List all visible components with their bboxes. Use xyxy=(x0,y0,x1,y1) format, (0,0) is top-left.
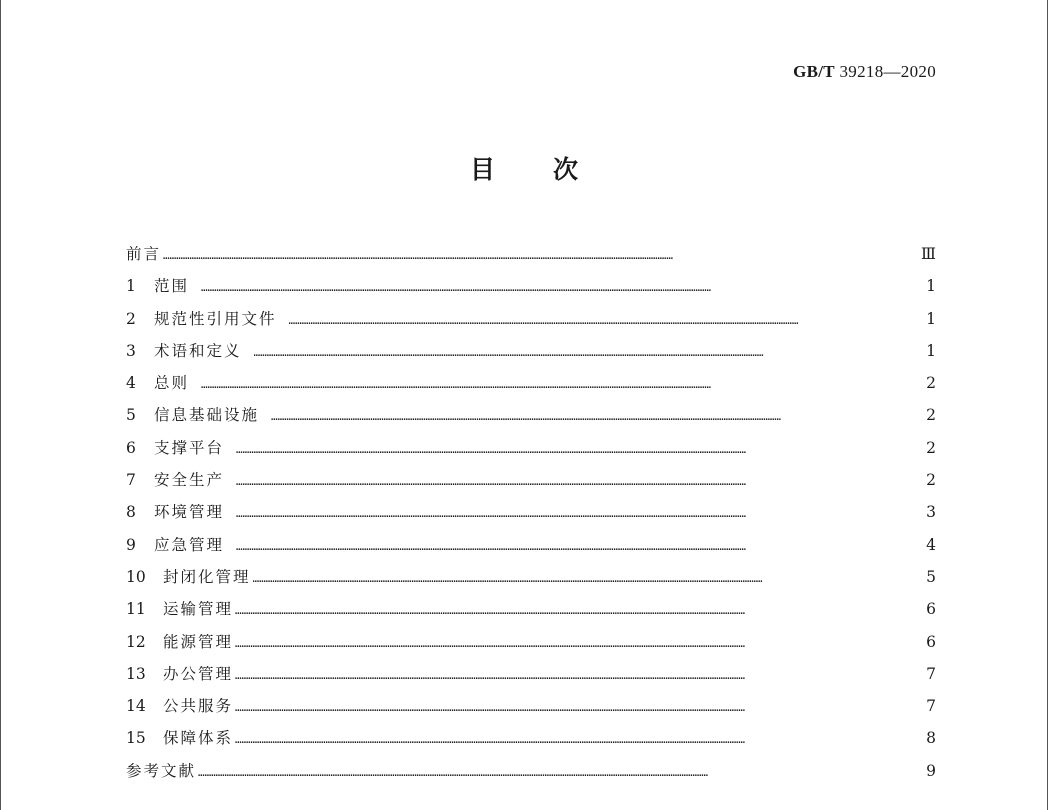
toc-entry-label: 参考文献 xyxy=(126,761,197,780)
toc-entry-label: 环境管理 xyxy=(154,503,225,522)
toc-entry-label: 术语和定义 xyxy=(154,341,242,360)
toc-entry-label: 支撑平台 xyxy=(154,438,225,457)
toc-leader-dots: …………………………………………………………………………………………………………………………………………………………………………………………………………… xyxy=(235,668,745,682)
toc-entry-label: 安全生产 xyxy=(154,471,225,490)
toc-leader-dots: …………………………………………………………………………………………………………………………………………………………………………………………………………… xyxy=(201,281,711,295)
toc-entry-label: 封闭化管理 xyxy=(163,567,251,586)
toc-leader-dots: …………………………………………………………………………………………………………………………………………………………………………………………………………… xyxy=(198,765,708,779)
toc-entry[interactable] xyxy=(126,593,936,625)
toc-entry-number: 10 xyxy=(126,567,146,586)
toc-entry-label: 总则 xyxy=(154,374,190,393)
toc-entry-label: 公共服务 xyxy=(163,697,234,716)
toc-leader-dots: …………………………………………………………………………………………………………………………………………………………………………………………………………… xyxy=(253,345,764,359)
toc-entry-page: 1 xyxy=(926,341,936,360)
toc-entry-page: 3 xyxy=(926,503,936,522)
toc-entry-number: 4 xyxy=(126,374,136,393)
toc-entry-label: 前言 xyxy=(126,245,162,263)
toc-entry[interactable] xyxy=(126,335,936,367)
page-title-char-2: 次 xyxy=(553,155,579,184)
toc-leader-dots: …………………………………………………………………………………………………………………………………………………………………………………………………………… xyxy=(235,604,745,618)
toc-entry[interactable] xyxy=(126,367,936,399)
toc-entry[interactable] xyxy=(126,399,936,431)
toc-entry[interactable] xyxy=(126,496,936,528)
toc-entry[interactable] xyxy=(126,238,936,270)
page-title-char-1: 目 xyxy=(469,155,495,184)
toc-entry[interactable] xyxy=(126,722,936,754)
standard-code xyxy=(793,62,936,82)
standard-code-prefix: GB/T xyxy=(793,62,835,81)
toc-leader-dots: …………………………………………………………………………………………………………………………………………………………………………………………………………… xyxy=(271,410,781,424)
toc-entry-label: 保障体系 xyxy=(163,729,234,748)
toc-entry[interactable] xyxy=(126,529,936,561)
toc-entry[interactable] xyxy=(126,690,936,722)
toc-entry[interactable] xyxy=(126,658,936,690)
toc-entry-label: 办公管理 xyxy=(163,664,234,683)
toc-entry-number: 6 xyxy=(126,438,136,457)
toc-entry-page: 6 xyxy=(926,632,936,651)
toc-entry-page: 2 xyxy=(926,374,936,393)
toc-entry-number: 14 xyxy=(126,697,146,716)
toc-entry-label: 范围 xyxy=(154,277,190,296)
toc-entry[interactable] xyxy=(126,626,936,658)
toc-leader-dots: …………………………………………………………………………………………………………………………………………………………………………………………………………… xyxy=(201,378,711,392)
toc-entry[interactable] xyxy=(126,303,936,335)
toc-entry-number: 7 xyxy=(126,471,136,490)
toc-entry-page: 4 xyxy=(926,535,936,554)
toc-entry-page: 2 xyxy=(926,406,936,425)
toc-entry-number: 1 xyxy=(126,277,136,296)
toc-leader-dots: …………………………………………………………………………………………………………………………………………………………………………………………………………… xyxy=(252,571,763,585)
toc-entry-page: 7 xyxy=(926,664,936,683)
toc-entry-page: 1 xyxy=(926,277,936,296)
toc-entry-number: 5 xyxy=(126,406,136,425)
toc-entry-label: 应急管理 xyxy=(154,535,225,554)
toc-entry-number: 2 xyxy=(126,309,136,328)
toc-entry-number: 15 xyxy=(126,729,146,748)
toc-entry-label: 运输管理 xyxy=(163,600,234,619)
toc-leader-dots: …………………………………………………………………………………………………………………………………………………………………………………………………………… xyxy=(236,442,746,456)
toc-entry-page: 5 xyxy=(926,567,936,586)
toc-entry-page: 2 xyxy=(926,438,936,457)
toc-leader-dots: …………………………………………………………………………………………………………………………………………………………………………………………………………… xyxy=(235,636,745,650)
toc-entry-label: 信息基础设施 xyxy=(154,406,260,425)
toc-entry-page: 9 xyxy=(926,761,936,780)
toc-entry-number: 3 xyxy=(126,341,136,360)
toc-entry[interactable] xyxy=(126,432,936,464)
toc-entry-page: Ⅲ xyxy=(921,245,936,263)
toc-entry-label: 规范性引用文件 xyxy=(154,309,277,328)
toc-leader-dots: …………………………………………………………………………………………………………………………………………………………………………………………………………… xyxy=(236,475,746,489)
toc-entry-number: 12 xyxy=(126,632,146,651)
toc-entry[interactable] xyxy=(126,464,936,496)
toc-entry-page: 8 xyxy=(926,729,936,748)
toc-entry[interactable] xyxy=(126,561,936,593)
toc-entry-page: 7 xyxy=(926,697,936,716)
toc-leader-dots: …………………………………………………………………………………………………………………………………………………………………………………………………………… xyxy=(235,733,745,747)
page-border-left xyxy=(0,0,1,810)
toc-entry-page: 6 xyxy=(926,600,936,619)
toc-leader-dots: …………………………………………………………………………………………………………………………………………………………………………………………………………… xyxy=(235,701,745,715)
toc-entry[interactable] xyxy=(126,270,936,302)
toc-leader-dots: …………………………………………………………………………………………………………………………………………………………………………………………………………… xyxy=(163,249,673,262)
toc-entry-number: 8 xyxy=(126,503,136,522)
toc-entry-page: 1 xyxy=(926,309,936,328)
page-title xyxy=(0,150,1048,186)
standard-code-number: 39218—2020 xyxy=(839,62,936,81)
toc-leader-dots: …………………………………………………………………………………………………………………………………………………………………………………………………………… xyxy=(288,313,799,327)
toc-entry[interactable] xyxy=(126,755,936,787)
toc-entry-number: 9 xyxy=(126,535,136,554)
toc-entry-page: 2 xyxy=(926,471,936,490)
toc-entry-number: 11 xyxy=(126,600,146,619)
table-of-contents xyxy=(126,238,936,787)
toc-leader-dots: …………………………………………………………………………………………………………………………………………………………………………………………………………… xyxy=(236,507,746,521)
toc-leader-dots: …………………………………………………………………………………………………………………………………………………………………………………………………………… xyxy=(236,539,746,553)
toc-entry-label: 能源管理 xyxy=(163,632,234,651)
toc-entry-number: 13 xyxy=(126,664,146,683)
